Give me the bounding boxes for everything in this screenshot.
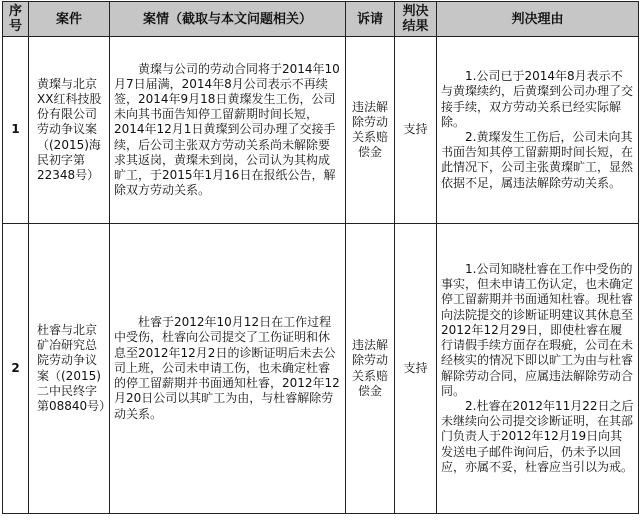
table-row [3, 224, 639, 514]
table-row [3, 37, 639, 224]
header-row [3, 2, 639, 37]
facts-text: 黄璨与公司的劳动合同将于2014年10月7日届满，2014年8月公司表示不再续签，2014年9月18日黄璨发生工伤，公司未向其书面告知停工留薪期时间长短，2014年12月1日黄璨到公司办理了交接手续，后公司主张双方劳动关系尚未解除要求其返岗，黄璨未到岗，公司认为其构成旷工，于2015年1月16日在报纸公告，解除双方劳动关系。 [114, 61, 340, 198]
header-case: 案件 [29, 2, 110, 37]
case-name: 杜睿与北京矿冶研究总院劳动争议案（(2015)二中民终字第08840号） [29, 224, 110, 514]
result: 支持 [395, 37, 437, 224]
case-facts [110, 224, 346, 514]
reason-item: 2.黄璨发生工伤后，公司未向其书面告知其停工留薪期时间长短，在此情况下，公司主张黄璨旷工，显然依据不足，属违法解除劳动关系。 [441, 130, 634, 190]
header-facts: 案情（截取与本文问题相关） [110, 2, 346, 37]
header-reasons: 判决理由 [437, 2, 639, 37]
judgment-table [2, 1, 639, 514]
reasons-cell [437, 224, 639, 514]
header-result: 判决结果 [395, 2, 437, 37]
case-facts [110, 37, 346, 224]
reasons-cell [437, 37, 639, 224]
reason-item: 1.公司知晓杜睿在工作中受伤的事实，但未申请工伤认定，也未确定停工留薪期并书面通知杜睿。现杜睿向法院提交的诊断证明建议其休息至2012年12月29日，即使杜睿在履行请假手续方面存在瑕疵，公司在未经核实的情况下即以旷工为由与杜睿解除劳动合同，应属违法解除劳动合同。 [441, 262, 634, 398]
claim: 违法解除劳动关系赔偿金 [346, 224, 395, 514]
row-index: 2 [3, 224, 29, 514]
reason-item: 1.公司已于2014年8月表示不与黄璨续约，后黄璨到公司办理了交接手续，双方劳动关系已经实际解除。 [441, 69, 634, 129]
row-index: 1 [3, 37, 29, 224]
claim: 违法解除劳动关系赔偿金 [346, 37, 395, 224]
reason-item: 2.杜睿在2012年11月22日之后未继续向公司提交诊断证明，在其部门负责人于2012年12月19日向其发送电子邮件询问后，仍未予以回应，亦属不妥，杜睿应当引以为戒。 [441, 398, 634, 474]
header-claim: 诉请 [346, 2, 395, 37]
result: 支持 [395, 224, 437, 514]
case-name: 黄璨与北京XX红科技股份有限公司劳动争议案（(2015)海民初字第22348号） [29, 37, 110, 224]
header-index: 序号 [3, 2, 29, 37]
facts-text: 杜睿于2012年10月12日在工作过程中受伤，杜睿向公司提交了工伤证明和休息至2012年12月2日的诊断证明后未去公司上班，公司未申请工伤，也未确定杜睿的停工留薪期并书面通知杜睿，2012年12月20日公司以其旷工为由，与杜睿解除劳动关系。 [114, 315, 340, 421]
